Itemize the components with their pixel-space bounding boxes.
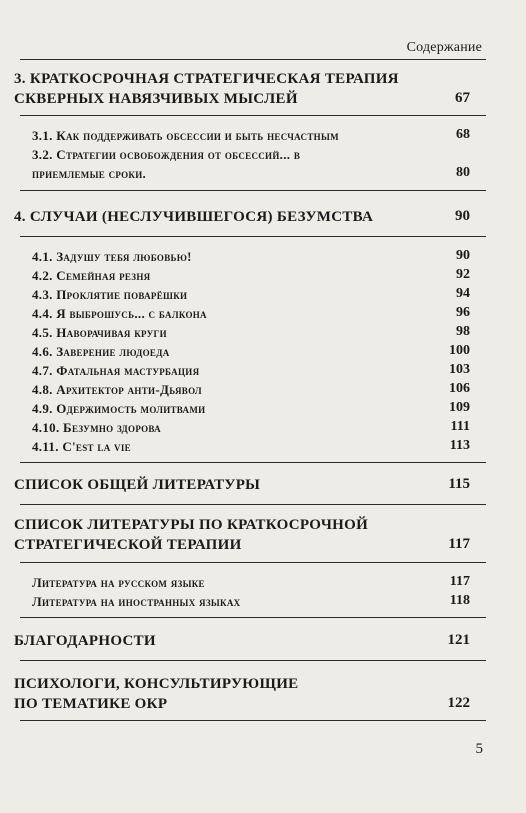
brief-literature-page: 117: [448, 536, 470, 552]
section-rule: [20, 660, 486, 661]
toc-item-4-11: 4.11. C'est la vie: [32, 439, 131, 454]
toc-item-4-6-page: 100: [449, 343, 470, 358]
brief-literature-title-line2: СТРАТЕГИЧЕСКОЙ ТЕРАПИИ: [14, 537, 242, 553]
toc-item-4-6: 4.6. Заверение людоеда: [32, 344, 170, 359]
ocd-psychologists-page: 122: [447, 695, 470, 711]
toc-item-4-5-page: 98: [456, 324, 470, 339]
toc-item-foreign-lit-page: 118: [449, 593, 470, 608]
brief-literature-title-line1: СПИСОК ЛИТЕРАТУРЫ ПО КРАТКОСРОЧНОЙ: [14, 517, 369, 533]
toc-item-3-2-line2: приемлемые сроки.: [32, 166, 147, 181]
toc-item-4-1: 4.1. Задушу тебя любовью!: [32, 249, 192, 264]
toc-item-4-3: 4.3. Проклятие поварёшки: [32, 287, 188, 302]
toc-item-3-1: 3.1. Как поддерживать обсессии и быть несчастным: [32, 128, 339, 143]
general-literature-page: 115: [448, 476, 470, 492]
page-number: 5: [475, 741, 483, 757]
chapter-4-page: 90: [455, 208, 470, 224]
toc-item-4-3-page: 94: [456, 286, 470, 301]
acknowledgements-title: БЛАГОДАРНОСТИ: [14, 633, 156, 649]
header-rule: [20, 59, 486, 60]
toc-item-4-7-page: 103: [449, 362, 470, 377]
acknowledgements-page: 121: [447, 632, 470, 648]
chapter-3-page: 67: [455, 90, 470, 106]
toc-item-russian-lit: Литература на русском языке: [32, 575, 205, 590]
toc-item-foreign-lit: Литература на иностранных языках: [32, 594, 241, 609]
toc-item-4-10: 4.10. Безумно здорова: [32, 420, 161, 435]
toc-item-3-2-line1: 3.2. Стратегии освобождения от обсессий... в: [32, 147, 301, 162]
section-rule: [20, 190, 486, 191]
toc-item-4-2-page: 92: [456, 267, 470, 282]
toc-item-4-5: 4.5. Наворачивая круги: [32, 325, 167, 340]
toc-item-4-8: 4.8. Архитектор анти-Дьявол: [32, 382, 202, 397]
section-rule: [20, 720, 486, 721]
general-literature-title: СПИСОК ОБЩЕЙ ЛИТЕРАТУРЫ: [14, 477, 261, 493]
toc-item-3-2-page: 80: [456, 165, 470, 180]
section-rule: [20, 562, 486, 563]
section-rule: [20, 617, 486, 618]
ocd-psychologists-title-line1: ПСИХОЛОГИ, КОНСУЛЬТИРУЮЩИЕ: [14, 676, 299, 692]
section-rule: [20, 462, 486, 463]
toc-item-russian-lit-page: 117: [449, 574, 470, 589]
section-rule: [20, 504, 486, 505]
running-header: Содержание: [406, 40, 482, 55]
toc-item-4-8-page: 106: [449, 381, 470, 396]
section-rule: [20, 236, 486, 237]
toc-item-4-7: 4.7. Фатальная мастурбация: [32, 363, 200, 378]
ocd-psychologists-title-line2: ПО ТЕМАТИКЕ ОКР: [14, 696, 168, 712]
toc-item-4-1-page: 90: [456, 248, 470, 263]
section-rule: [20, 115, 486, 116]
toc-item-4-9: 4.9. Одержимость молитвами: [32, 401, 206, 416]
toc-item-4-4-page: 96: [456, 305, 470, 320]
toc-item-4-9-page: 109: [449, 400, 470, 415]
chapter-4-title: 4. СЛУЧАИ (НЕСЛУЧИВШЕГОСЯ) БЕЗУМСТВА: [14, 209, 374, 225]
chapter-3-title-line2: СКВЕРНЫХ НАВЯЗЧИВЫХ МЫСЛЕЙ: [14, 91, 298, 107]
chapter-3-title-line1: 3. КРАТКОСРОЧНАЯ СТРАТЕГИЧЕСКАЯ ТЕРАПИЯ: [14, 71, 399, 87]
toc-item-4-11-page: 113: [449, 438, 470, 453]
toc-item-4-2: 4.2. Семейная резня: [32, 268, 151, 283]
toc-item-4-4: 4.4. Я выброшусь... с балкона: [32, 306, 207, 321]
toc-item-4-10-page: 111: [450, 419, 470, 434]
toc-item-3-1-page: 68: [456, 127, 470, 142]
